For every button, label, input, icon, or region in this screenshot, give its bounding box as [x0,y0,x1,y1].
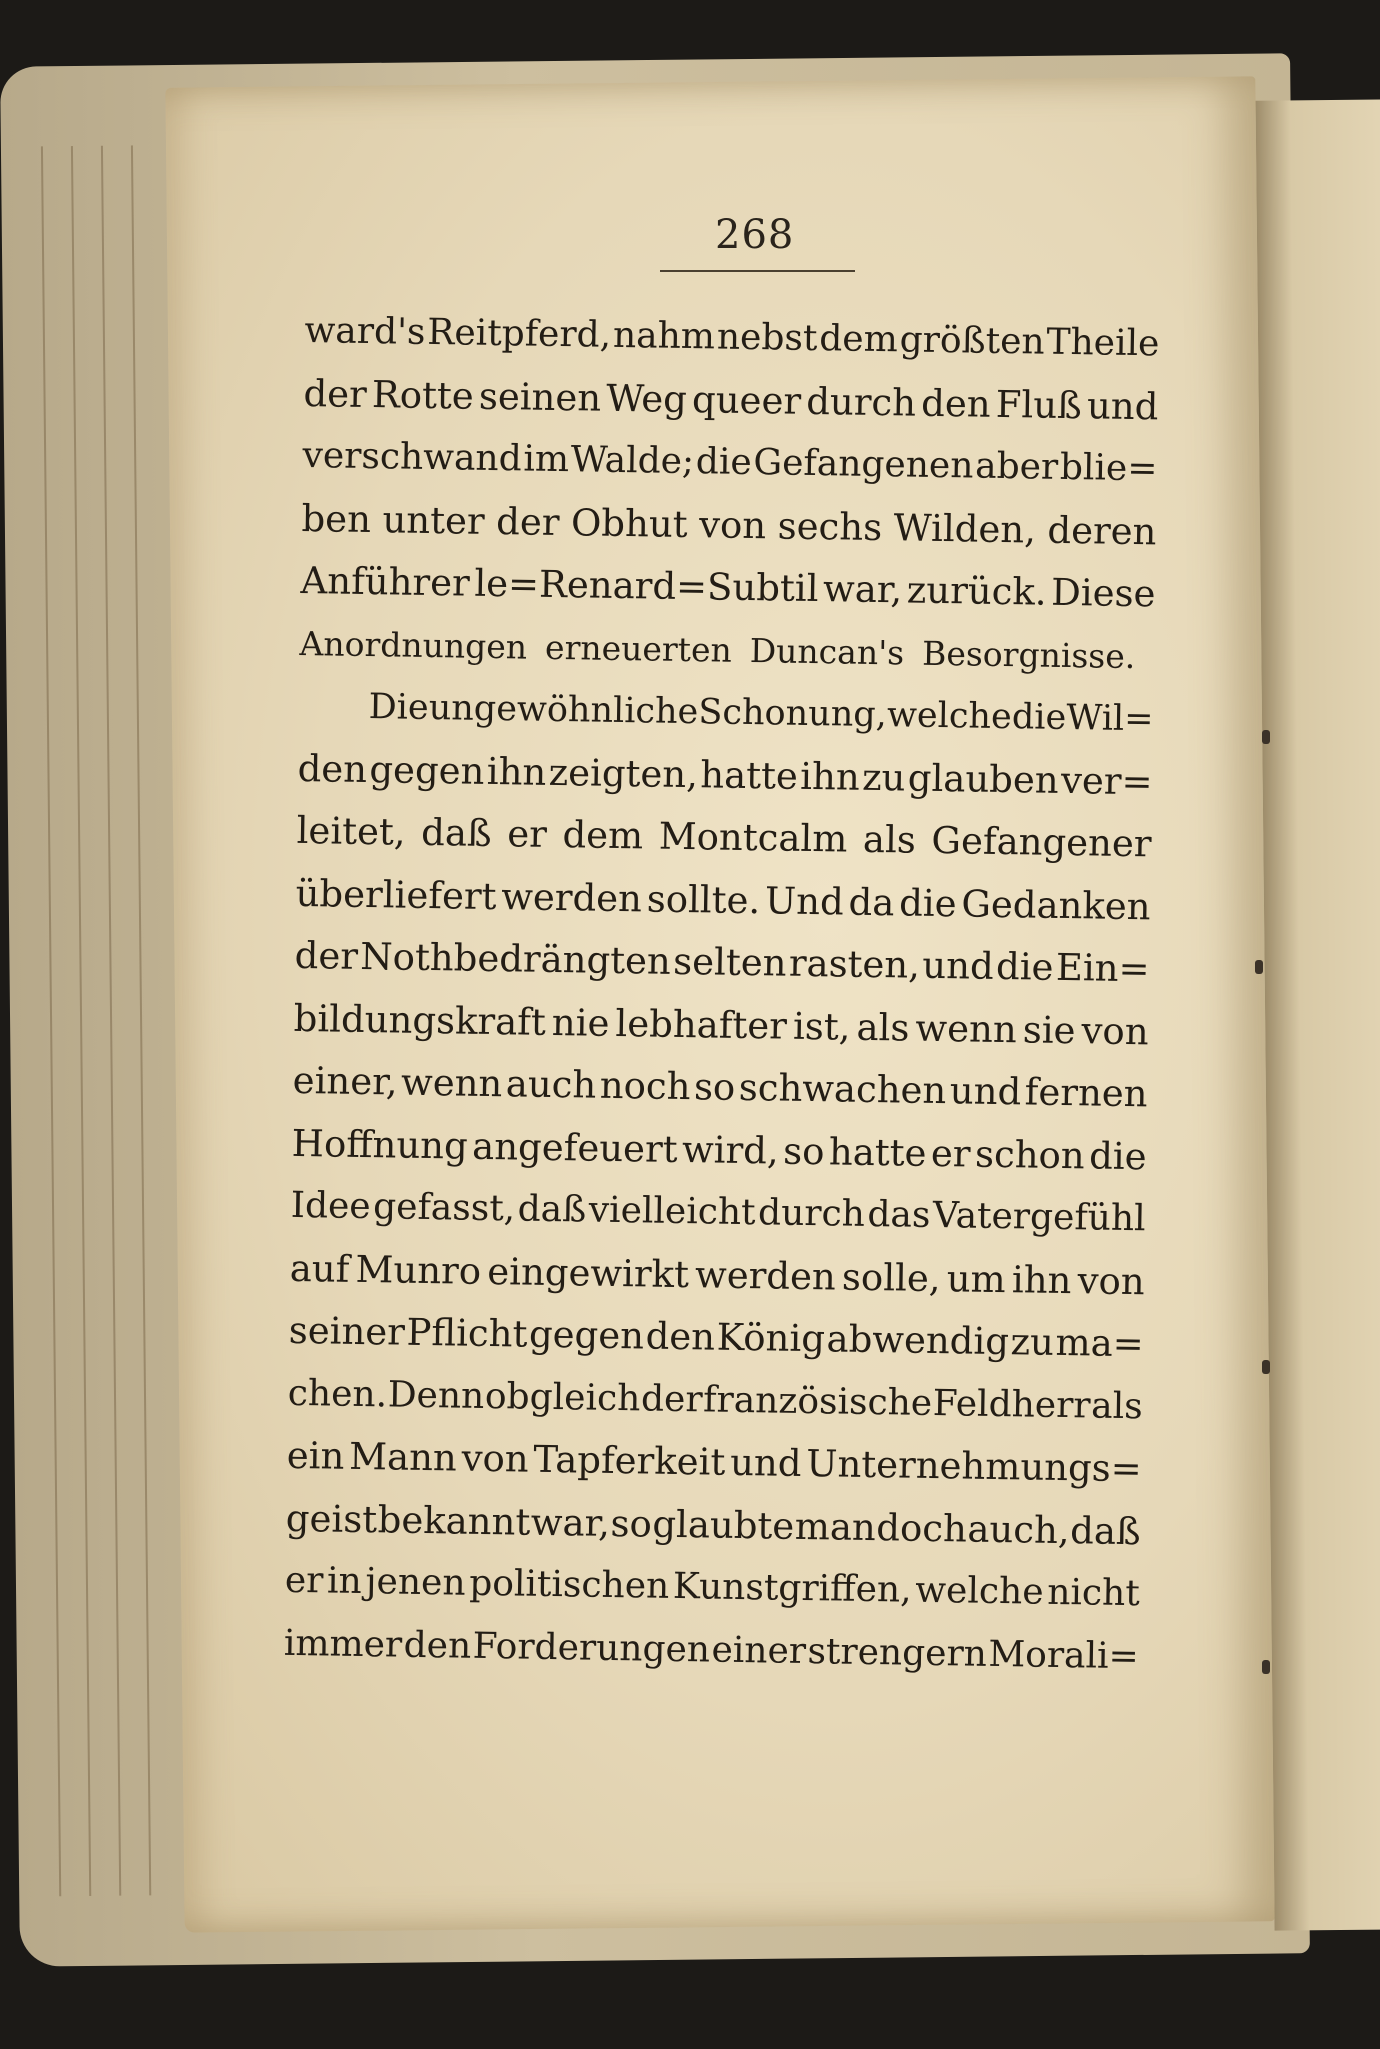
text-line: den gegen ihn zeigten, hatte ihn zu glauben ver= [297,746,1153,803]
text-line: der Rotte seinen Weg queer durch den Fluß und [303,371,1159,428]
stack-edge [101,146,121,1896]
text-line: einer, wenn auch noch so schwachen und fernen [292,1058,1148,1116]
binding-mark [1262,730,1270,744]
page-number: 268 [715,212,795,258]
text-line: auf Munro eingewirkt werden solle, um ihn von [289,1246,1145,1303]
stack-edge [71,146,91,1896]
text-line: verschwand im Walde; die Gefangenen aber blie= [302,434,1158,490]
text-line: er in jenen politischen Kunstgriffen, welche nicht [284,1559,1141,1615]
text-line: ben unter der Obhut von sechs Wilden, deren [301,496,1157,553]
binding-mark [1262,1660,1270,1674]
header-rule [660,270,855,272]
text-line: bildungskraft nie lebhafter ist, als wenn sie von [293,996,1149,1053]
text-line: chen. Denn obgleich der französische Feldherr als [287,1372,1144,1427]
text-line: geist bekannt war, so glaubte man doch auch, daß [285,1496,1142,1553]
text-line: Anordnungen erneuerten Duncan's Besorgnisse. [299,623,1136,676]
text-line: überliefert werden sollte. Und da die Gedanken [295,871,1151,928]
text-line: ein Mann von Tapferkeit und Unternehmungs= [286,1433,1143,1491]
text-line: Hoffnung angefeuert wird, so hatte er schon die [291,1121,1147,1178]
body-text [283,300,1159,1688]
text-line: leitet, daß er dem Montcalm als Gefangener [296,808,1152,866]
stack-edge [131,145,151,1895]
binding-mark [1255,960,1263,974]
binding-mark [1262,1360,1270,1374]
text-line: Anführer le=Renard=Subtil war, zurück. Diese [300,558,1156,616]
text-line: Idee gefasst, daß vielleicht durch das Vatergefühl [290,1184,1146,1240]
facing-page-edge [1255,99,1380,1930]
text-line: der Nothbedrängten selten rasten, und die Ein= [294,933,1150,991]
text-line: seiner Pflicht gegen den König abwendig zu ma= [288,1308,1145,1366]
text-line: Die ungewöhnliche Schonung, welche die Wil= [368,687,1154,740]
text-line: immer den Forderungen einer strengern Morali= [283,1622,1140,1677]
text-line: ward's Reitpferd, nahm nebst dem größten Theile [304,309,1160,365]
stack-edge [41,146,61,1896]
